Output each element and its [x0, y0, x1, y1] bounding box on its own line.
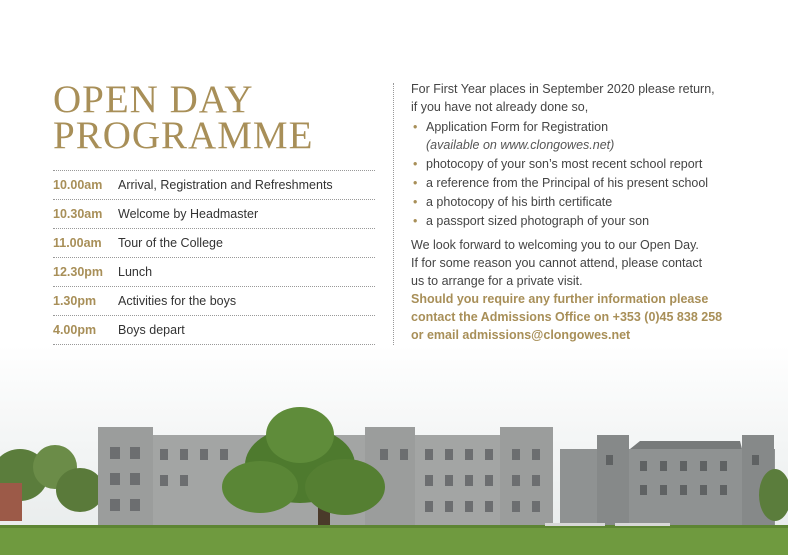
- welcome-text: [411, 236, 741, 290]
- schedule-time: 11.00am: [53, 236, 102, 250]
- welcome-line-3: us to arrange for a private visit.: [411, 274, 583, 288]
- schedule-event: Welcome by Headmaster: [118, 207, 259, 221]
- title-line-2: PROGRAMME: [53, 114, 314, 157]
- list-item: [411, 193, 741, 211]
- intro-line-1: For First Year places in September 2020 please return,: [411, 82, 715, 96]
- college-photo: [0, 345, 788, 555]
- schedule-time: 10.30am: [53, 207, 103, 221]
- schedule-row: [53, 316, 375, 345]
- intro-text: [411, 80, 741, 116]
- column-divider: [393, 83, 394, 345]
- title-line-1: OPEN DAY: [53, 78, 254, 121]
- requirements-list: [411, 118, 741, 230]
- contact-text: [411, 290, 741, 344]
- schedule-time: 4.00pm: [53, 323, 97, 337]
- list-item: [411, 212, 741, 230]
- schedule-event: Tour of the College: [118, 236, 223, 250]
- list-item: [411, 118, 741, 154]
- list-item-text: a passport sized photograph of your son: [426, 214, 650, 228]
- list-item-text: a reference from the Principal of his present school: [426, 176, 709, 190]
- schedule-row: [53, 200, 375, 229]
- schedule-time: 10.00am: [53, 178, 103, 192]
- programme-schedule: [53, 170, 375, 345]
- intro-line-2: if you have not already done so,: [411, 100, 589, 114]
- list-item-text: photocopy of your son’s most recent school report: [426, 157, 703, 171]
- page-title: [53, 78, 314, 157]
- list-item: [411, 155, 741, 173]
- list-item: [411, 174, 741, 192]
- contact-line-1: Should you require any further information please: [411, 292, 709, 306]
- list-item-text: a photocopy of his birth certificate: [426, 195, 613, 209]
- schedule-time: 1.30pm: [53, 294, 97, 308]
- red-brick-building: [0, 483, 22, 521]
- schedule-event: Lunch: [118, 265, 153, 279]
- schedule-row: [53, 258, 375, 287]
- schedule-row: [53, 287, 375, 316]
- schedule-event: Boys depart: [118, 323, 185, 337]
- welcome-line-2: If for some reason you cannot attend, please contact: [411, 256, 703, 270]
- list-item-text: Application Form for Registration: [426, 120, 609, 134]
- schedule-row: [53, 229, 375, 258]
- contact-line-2: contact the Admissions Office on +353 (0)45 838 258: [411, 310, 723, 324]
- lawn: [0, 525, 788, 555]
- list-item-note: (available on www.clongowes.net): [426, 138, 615, 152]
- schedule-row: [53, 171, 375, 200]
- info-column: [411, 80, 741, 344]
- schedule-event: Arrival, Registration and Refreshments: [118, 178, 333, 192]
- welcome-line-1: We look forward to welcoming you to our Open Day.: [411, 238, 699, 252]
- schedule-event: Activities for the boys: [118, 294, 237, 308]
- schedule-time: 12.30pm: [53, 265, 104, 279]
- contact-line-3: or email admissions@clongowes.net: [411, 328, 631, 342]
